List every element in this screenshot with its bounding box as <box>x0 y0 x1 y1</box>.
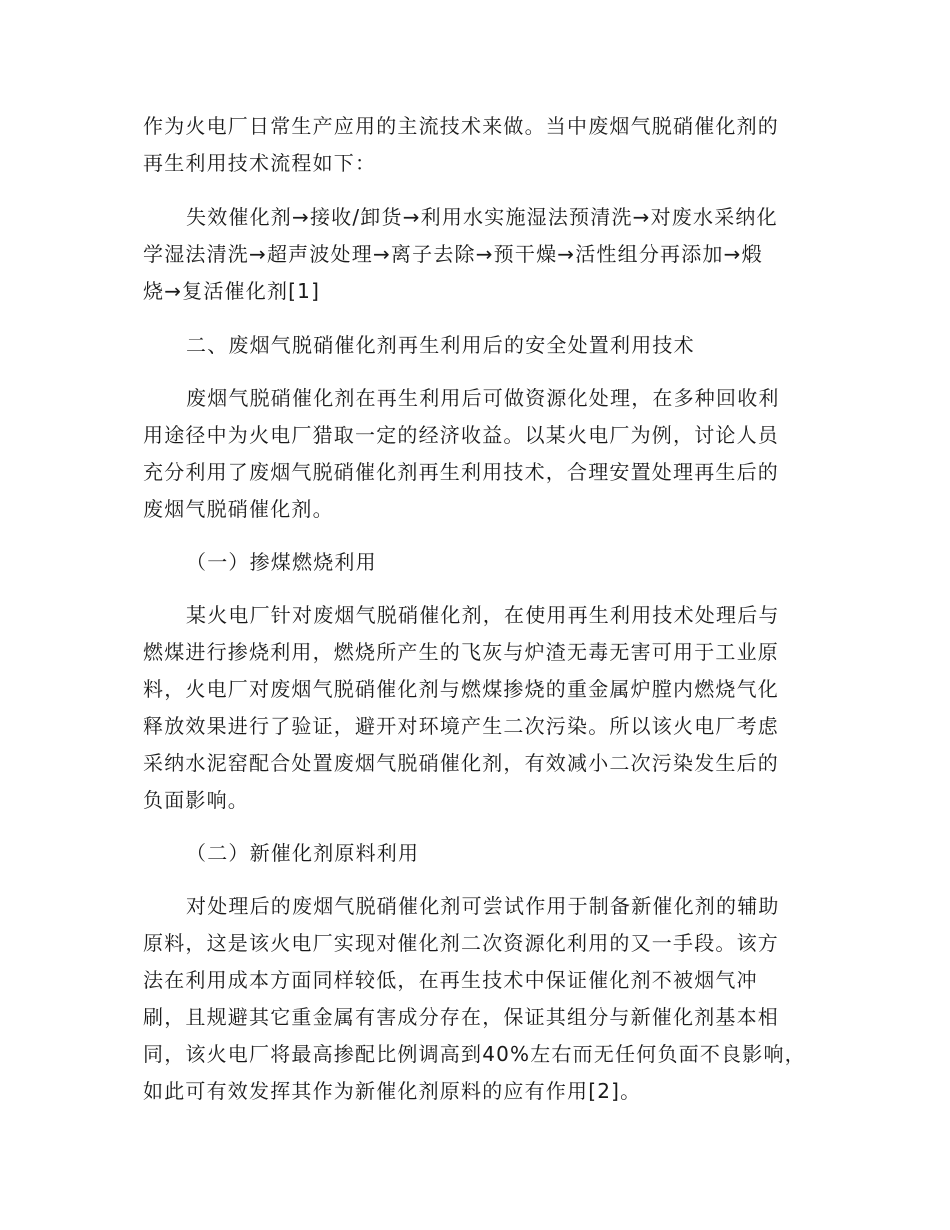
paragraph-line: 释放效果进行了验证，避开对环境产生二次污染。所以该火电厂考虑 <box>143 714 779 738</box>
section-heading: 二、废烟气脱硝催化剂再生利用后的安全处置利用技术 <box>186 333 695 357</box>
paragraph-line: 采纳水泥窑配合处置废烟气脱硝催化剂，有效减小二次污染发生后的 <box>143 751 779 775</box>
paragraph-line: 燃煤进行掺烧利用，燃烧所产生的飞灰与炉渣无毒无害可用于工业原 <box>143 640 779 664</box>
paragraph-line: 废烟气脱硝催化剂。 <box>143 497 334 521</box>
paragraph-line: 充分利用了废烟气脱硝催化剂再生利用技术，合理安置处理再生后的 <box>143 460 779 484</box>
subsection-heading: （一）掺煤燃烧利用 <box>186 550 377 574</box>
paragraph-line: 刷，且规避其它重金属有害成分存在，保证其组分与新催化剂基本相 <box>143 1005 779 1029</box>
paragraph-line: 废烟气脱硝催化剂在再生利用后可做资源化处理，在多种回收利 <box>186 386 780 410</box>
paragraph-line: 料，火电厂对废烟气脱硝催化剂与燃煤掺烧的重金属炉膛内燃烧气化 <box>143 677 779 701</box>
paragraph-line: 某火电厂针对废烟气脱硝催化剂，在使用再生利用技术处理后与 <box>186 603 780 627</box>
paragraph-line: 同，该火电厂将最高掺配比例调高到40%左右而无任何负面不良影响， <box>143 1042 806 1066</box>
paragraph-line: 负面影响。 <box>143 788 249 812</box>
paragraph-line: 烧→复活催化剂[1] <box>143 279 321 303</box>
paragraph-line: 法在利用成本方面同样较低，在再生技术中保证催化剂不被烟气冲 <box>143 968 758 992</box>
paragraph-line: 作为火电厂日常生产应用的主流技术来做。当中废烟气脱硝催化剂的 <box>143 114 779 138</box>
paragraph-line: 原料，这是该火电厂实现对催化剂二次资源化利用的又一手段。该方 <box>143 931 779 955</box>
subsection-heading: （二）新催化剂原料利用 <box>186 841 420 865</box>
paragraph-line: 失效催化剂→接收/卸货→利用水实施湿法预清洗→对废水采纳化 <box>186 205 778 229</box>
paragraph-line: 如此可有效发挥其作为新催化剂原料的应有作用[2]。 <box>143 1079 642 1103</box>
paragraph-line: 用途径中为火电厂猎取一定的经济收益。以某火电厂为例，讨论人员 <box>143 423 779 447</box>
paragraph-line: 再生利用技术流程如下： <box>143 151 377 175</box>
paragraph-line: 学湿法清洗→超声波处理→离子去除→预干燥→活性组分再添加→煅 <box>143 242 763 266</box>
paragraph-line: 对处理后的废烟气脱硝催化剂可尝试作用于制备新催化剂的辅助 <box>186 894 780 918</box>
